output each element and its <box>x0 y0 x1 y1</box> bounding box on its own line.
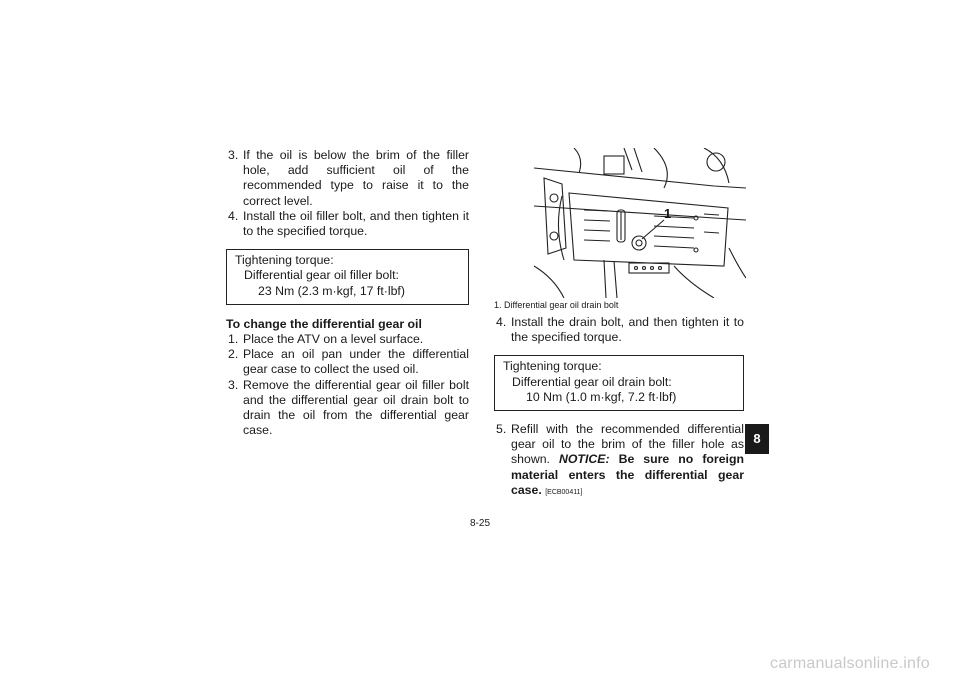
step-4-install-drain-bolt: 4. Install the drain bolt, and then tighten it to the specified torque. <box>496 315 744 345</box>
step-2-oil-pan: 2. Place an oil pan under the differential gear case to collect the used oil. <box>228 347 469 377</box>
notice-label: NOTICE: <box>558 452 610 467</box>
step-5-refill: 5. Refill with the recommended differential gear oil to the brim of the filler hole as shown. NOTICE: Be sure no foreign material enters the differential gear case. [ECB00411] <box>496 422 744 497</box>
step-text: Place the ATV on a level surface. <box>243 332 424 347</box>
step-text: Remove the differential gear oil filler bolt and the differential gear oil drain bolt to drain the oil from the differential gear case. <box>243 377 469 438</box>
torque-item: Differential gear oil drain bolt: <box>512 374 672 389</box>
step-text: Place an oil pan under the differential gear case to collect the used oil. <box>243 347 469 377</box>
torque-value: 10 Nm (1.0 m·kgf, 7.2 ft·lbf) <box>526 389 677 404</box>
step-3-remove-bolts: 3. Remove the differential gear oil filler bolt and the differential gear oil drain bolt to drain the oil from the differential gear case. <box>228 377 469 438</box>
step-text: Install the drain bolt, and then tighten it to the specified torque. <box>511 315 744 345</box>
step-text: If the oil is below the brim of the filler hole, add sufficient oil of the recommended type to raise it to the correct level. <box>243 148 469 208</box>
drain-bolt-illustration <box>514 148 746 298</box>
step-1-level-surface: 1. Place the ATV on a level surface. <box>228 332 424 347</box>
step-3-add-oil: 3. If the oil is below the brim of the filler hole, add sufficient oil of the recommended type to raise it to the correct level. <box>228 148 469 208</box>
step-text: Refill with the recommended differential gear oil to the brim of the filler hole as shown. <box>511 422 744 467</box>
right-column <box>494 148 744 500</box>
atv-underside-drawing <box>514 148 746 298</box>
torque-item: Differential gear oil filler bolt: <box>244 268 399 283</box>
chapter-tab: 8 <box>745 424 769 454</box>
step-4-install-filler-bolt: 4. Install the oil filler bolt, and then tighten it to the specified torque. <box>228 208 469 239</box>
page-number: 8-25 <box>469 518 490 529</box>
torque-box-filler-bolt <box>226 249 469 305</box>
reference-code: [ECB00411] <box>545 488 583 496</box>
section-heading: To change the differential gear oil <box>226 316 422 331</box>
torque-value: 23 Nm (2.3 m·kgf, 17 ft·lbf) <box>258 283 405 298</box>
torque-title: Tightening torque: <box>503 359 602 374</box>
step-text: Install the oil filler bolt, and then tighten it to the specified torque. <box>243 208 469 239</box>
notice-text: Be sure no foreign material enters the differential gear case. <box>511 452 744 497</box>
torque-box-drain-bolt <box>494 355 744 411</box>
left-column <box>226 148 469 438</box>
torque-title: Tightening torque: <box>235 253 334 268</box>
figure-caption: 1. Differential gear oil drain bolt <box>494 300 619 310</box>
watermark: carmanualsonline.info <box>770 655 930 672</box>
figure-callout-1: 1 <box>664 206 672 221</box>
